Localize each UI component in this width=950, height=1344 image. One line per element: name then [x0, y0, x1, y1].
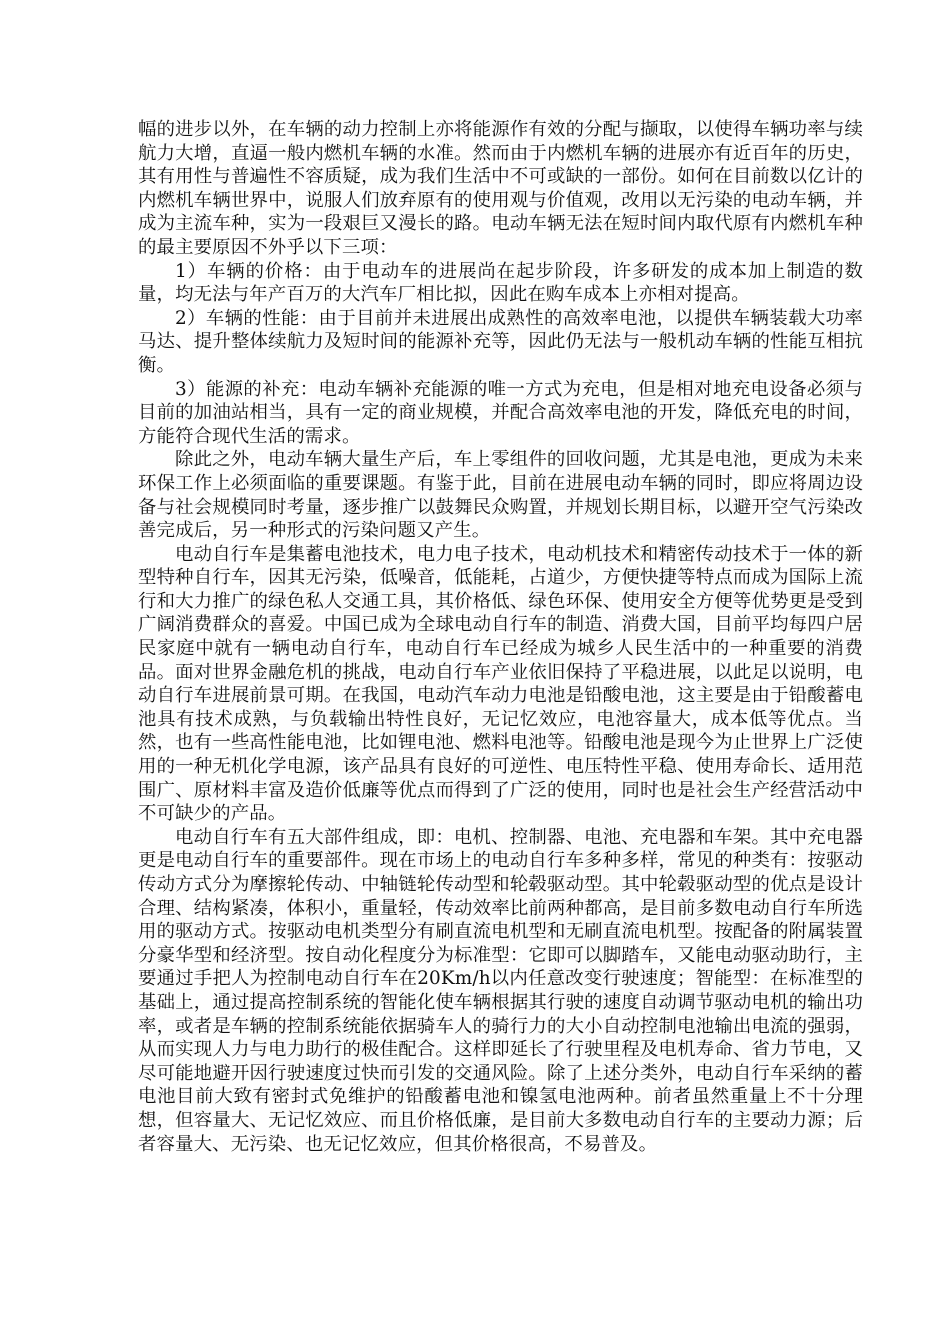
- paragraph-e-bike-components: 电动自行车有五大部件组成，即：电机、控制器、电池、充电器和车架。其中充电器更是电动自行车的重要部件。现在市场上的电动自行车多种多样，常见的种类有：按驱动传动方式分为摩擦轮传动、中轴链轮传动型和轮毂驱动型。其中轮毂驱动型的优点是设计合理、结构紧凑，体积小，重量轻，传动效率比前两种都高，是目前多数电动自行车所选用的驱动方式。按驱动电机类型分有刷直流电机型和无刷直流电机型。按配备的附属装置分豪华型和经济型。按自动化程度分为标准型：它即可以脚踏车，又能电动驱动助行，主要通过手把人为控制电动自行车在20Km/h以内任意改变行驶速度；智能型：在标准型的基础上，通过提高控制系统的智能化使车辆根据其行驶的速度自动调节驱动电机的输出功率，或者是车辆的控制系统能依据骑车人的骑行力的大小自动控制电池输出电流的强弱，从而实现人力与电力助行的极佳配合。这样即延长了行驶里程及电机寿命、省力节电，又尽可能地避开因行驶速度过快而引发的交通风险。除了上述分类外，电动自行车采纳的蓄电池目前大致有密封式免维护的铅酸蓄电池和镍氢电池两种。前者虽然重量上不十分理想，但容量大、无记忆效应、而且价格低廉，是目前大多数电动自行车的主要动力源；后者容量大、无污染、也无记忆效应，但其价格很高，不易普及。: [138, 826, 863, 1155]
- paragraph-price-item: 1）车辆的价格：由于电动车的进展尚在起步阶段，许多研发的成本加上制造的数量，均无法与年产百万的大汽车厂相比拟，因此在购车成本上亦相对提高。: [138, 260, 863, 306]
- paragraph-energy-item: 3）能源的补充：电动车辆补充能源的唯一方式为充电，但是相对地充电设备必须与目前的加油站相当，具有一定的商业规模，并配合高效率电池的开发，降低充电的时间，方能符合现代生活的需求。: [138, 378, 863, 447]
- paragraph-intro-continued: 幅的进步以外，在车辆的动力控制上亦将能源作有效的分配与撷取，以使得车辆功率与续航力大增，直逼一般内燃机车辆的水准。然而由于内燃机车辆的进展亦有近百年的历史，其有用性与普遍性不容质疑，成为我们生活中不可或缺的一部份。如何在目前数以亿计的内燃机车辆世界中，说服人们放弃原有的使用观与价值观，改用以无污染的电动车辆，并成为主流车种，实为一段艰巨又漫长的路。电动车辆无法在短时间内取代原有内燃机车种的最主要原因不外乎以下三项：: [138, 119, 863, 258]
- paragraph-e-bike-overview: 电动自行车是集蓄电池技术，电力电子技术，电动机技术和精密传动技术于一体的新型特种自行车，因其无污染，低噪音，低能耗，占道少，方便快捷等特点而成为国际上流行和大力推广的绿色私人交通工具，其价格低、绿色环保、使用安全方便等优势更是受到广阔消费群众的喜爱。中国已成为全球电动自行车的制造、消费大国，目前平均每四户居民家庭中就有一辆电动自行车，电动自行车已经成为城乡人民生活中的一种重要的消费品。面对世界金融危机的挑战，电动自行车产业依旧保持了平稳进展，以此足以说明，电动自行车进展前景可期。在我国，电动汽车动力电池是铅酸电池，这主要是由于铅酸蓄电池具有技术成熟，与负载输出特性良好，无记忆效应，电池容量大，成本低等优点。当然，也有一些高性能电池，比如锂电池、燃料电池等。铅酸电池是现今为止世界上广泛使用的一种无机化学电源，该产品具有良好的可逆性、电压特性平稳、使用寿命长、适用范围广、原材料丰富及造价低廉等优点而得到了广泛的使用，同时也是社会生产经营活动中不可缺少的产品。: [138, 543, 863, 825]
- document-page: [138, 118, 863, 1156]
- paragraph-performance-item: 2）车辆的性能：由于目前并未进展出成熟性的高效率电池，以提供车辆装载大功率马达、提升整体续航力及短时间的能源补充等，因此仍无法与一般机动车辆的性能互相抗衡。: [138, 307, 863, 376]
- paragraph-recycling: 除此之外，电动车辆大量生产后，车上零组件的回收问题，尤其是电池，更成为未来环保工作上必须面临的重要课题。有鉴于此，目前在进展电动车辆的同时，即应将周边设备与社会规模同时考量，逐步推广以鼓舞民众购置，并规划长期目标，以避开空气污染改善完成后，另一种形式的污染问题又产生。: [138, 449, 863, 542]
